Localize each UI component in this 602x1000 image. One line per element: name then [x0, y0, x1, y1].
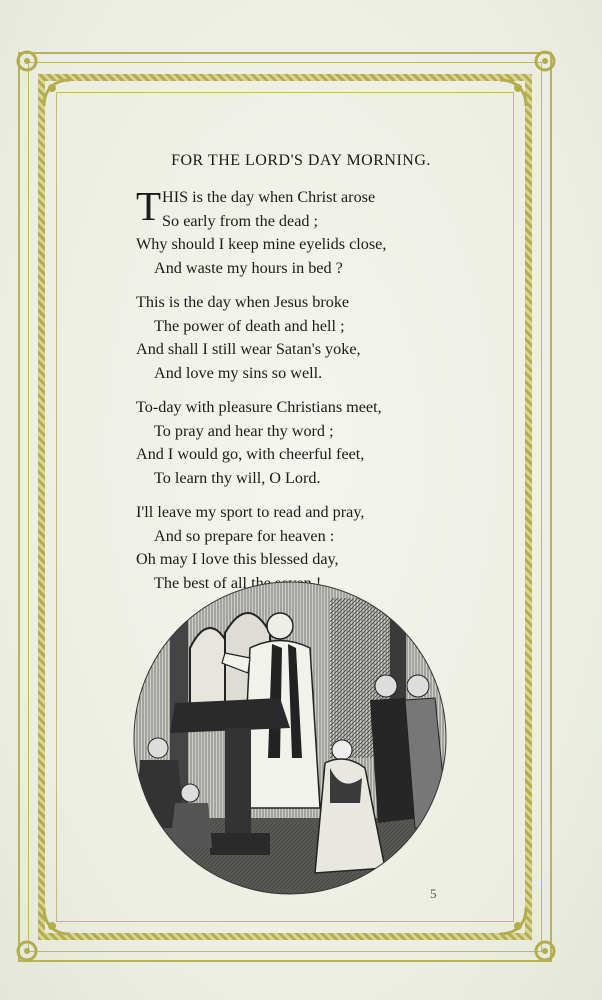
corner-ornament-icon — [528, 934, 562, 968]
poem-line: THIS is the day when Christ arose — [136, 183, 376, 229]
poem-line: And waste my hours in bed ? — [154, 258, 343, 277]
poem-line: Oh may I love this blessed day, — [136, 550, 339, 568]
poem-line: I'll leave my sport to read and pray, — [136, 503, 365, 521]
poem-title: FOR THE LORD'S DAY MORNING. — [171, 152, 431, 169]
poem-line: To-day with pleasure Christians meet, — [136, 398, 382, 416]
poem-line: To learn thy will, O Lord. — [154, 468, 321, 487]
poem-line: The best of all the seven ! — [154, 573, 322, 592]
inner-corner-ornament-icon — [40, 904, 74, 938]
poem-line: The power of death and hell ; — [154, 316, 345, 335]
poem-line: So early from the dead ; — [162, 211, 319, 230]
poem-line: And so prepare for heaven : — [154, 526, 335, 545]
stanza — [136, 291, 466, 385]
inner-corner-ornament-icon — [40, 76, 74, 110]
stanza — [136, 183, 466, 280]
church-engraving-illustration — [130, 578, 450, 898]
inner-corner-ornament-icon — [496, 904, 530, 938]
poem-line: To pray and hear thy word ; — [154, 421, 334, 440]
drop-cap: T — [136, 183, 162, 229]
stanza — [136, 396, 466, 490]
poem-line: Why should I keep mine eyelids close, — [136, 235, 387, 253]
inner-corner-ornament-icon — [496, 76, 530, 110]
corner-ornament-icon — [10, 934, 44, 968]
poem-line: And I would go, with cheerful feet, — [136, 445, 365, 463]
poem-line: And shall I still wear Satan's yoke, — [136, 340, 361, 358]
corner-ornament-icon — [528, 44, 562, 78]
page-number: 5 — [430, 886, 437, 901]
corner-ornament-icon — [10, 44, 44, 78]
poem-body — [136, 183, 466, 606]
poem-line: And love my sins so well. — [154, 363, 323, 382]
poem-line: This is the day when Jesus broke — [136, 293, 350, 311]
